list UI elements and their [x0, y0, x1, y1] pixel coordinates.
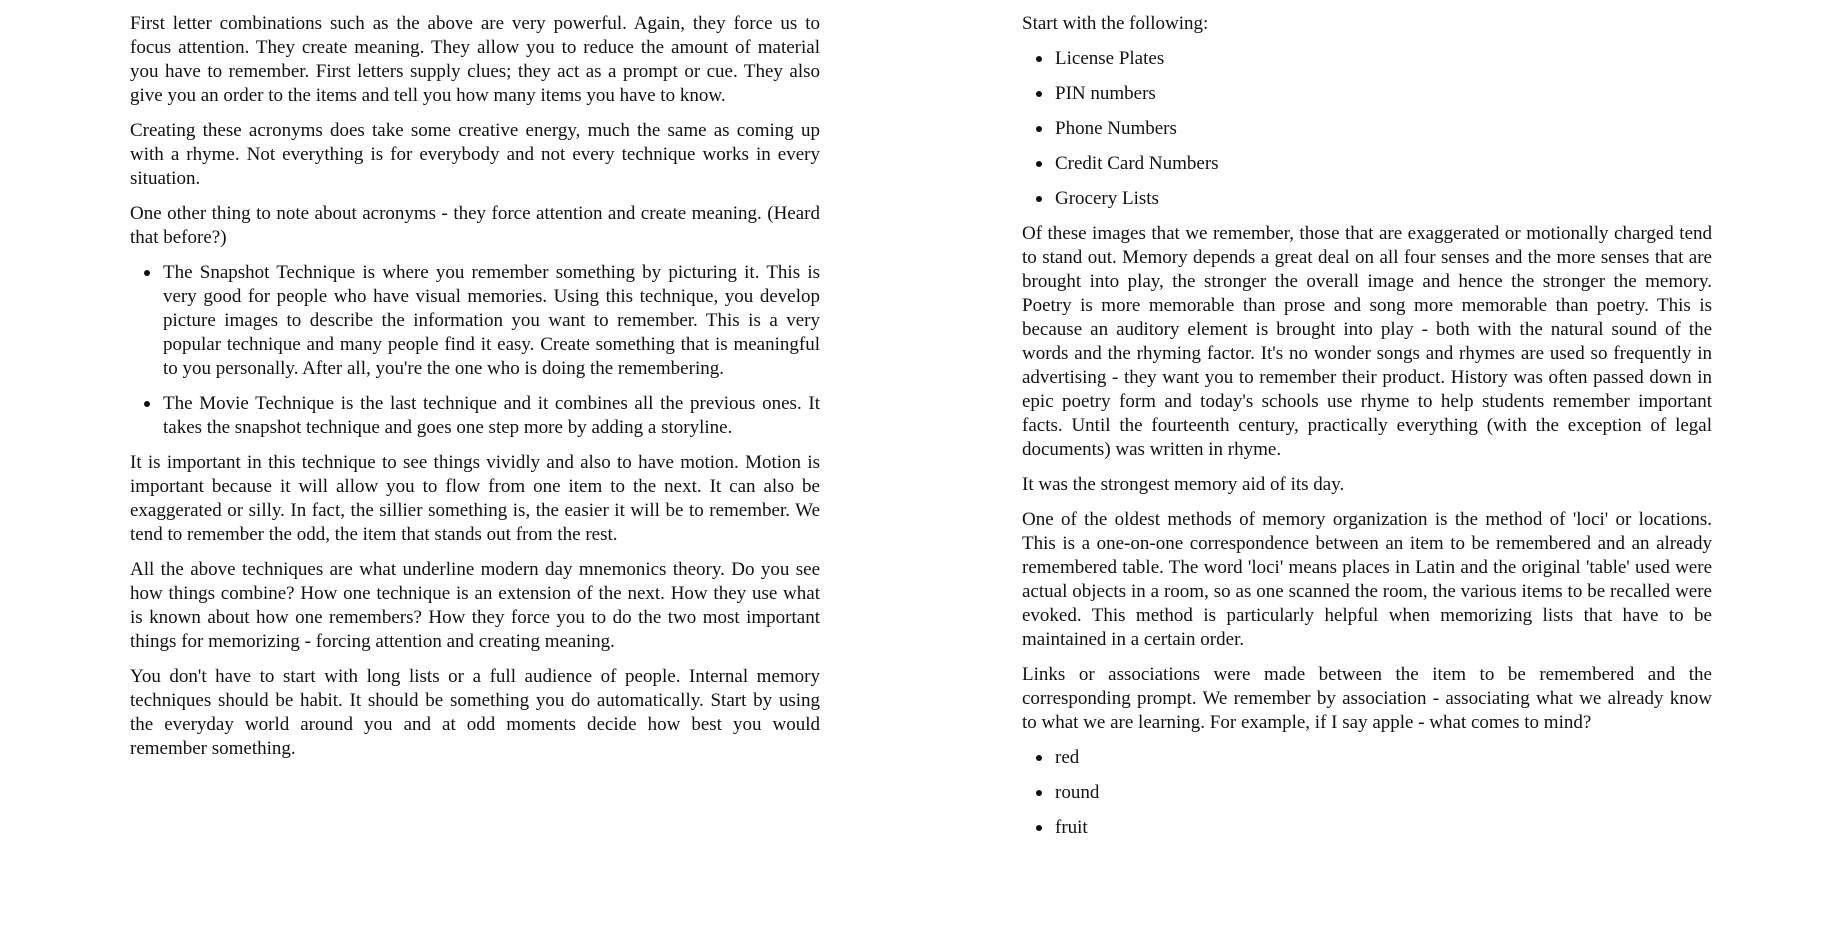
paragraph-all-above-techniques: All the above techniques are what underline modern day mnemonics theory. Do you see how things combine? How one technique is an extension of the next. How they use what is known about how one remembers? How they force you to do the two most important things for memorizing - forcing attention and creating meaning. — [130, 559, 820, 652]
bullet-item-red — [1022, 746, 1712, 770]
bullet-text: Credit Card Numbers — [1055, 153, 1219, 174]
bullet-icon — [1036, 196, 1042, 202]
bullet-text: PIN numbers — [1055, 83, 1156, 104]
bullet-text: License Plates — [1055, 48, 1165, 69]
bullet-icon — [1036, 161, 1042, 167]
bullet-item-grocery-lists — [1022, 187, 1712, 211]
right-column — [1022, 12, 1712, 851]
paragraph-start-with-following: Start with the following: — [1022, 13, 1209, 34]
bullet-item-phone-numbers — [1022, 117, 1712, 141]
bullet-item-movie-technique — [130, 392, 820, 440]
bullet-icon — [1036, 126, 1042, 132]
paragraph-you-dont-have: You don't have to start with long lists or a full audience of people. Internal memory techniques should be habit. It should be something you do automatically. Start by using the everyday world around you and at odd moments decide how best you would remember something. — [130, 666, 820, 759]
bullet-icon — [1036, 91, 1042, 97]
bullet-text: red — [1055, 747, 1080, 768]
paragraph-first-letters: First letter combinations such as the above are very powerful. Again, they force us to focus attention. They create meaning. They allow you to reduce the amount of material you have to remember. First letters supply clues; they act as a prompt or cue. They also give you an order to the items and tell you how many items you have to know. — [130, 13, 820, 106]
bullet-item-pin-numbers — [1022, 82, 1712, 106]
bullet-icon — [1036, 755, 1042, 761]
bullet-item-credit-card-numbers — [1022, 152, 1712, 176]
paragraph-strongest-memory-aid: It was the strongest memory aid of its day. — [1022, 474, 1345, 495]
bullet-item-license-plates — [1022, 47, 1712, 71]
paragraph-of-these-images: Of these images that we remember, those that are exaggerated or motionally charged tend to stand out. Memory depends a great deal on all four senses and the more senses that are brought into play, the stronger the overall image and hence the stronger the memory. Poetry is more memorable than prose and song more memorable than poetry. This is because an auditory element is brought into play - both with the natural sound of the words and the rhyming factor. It's no wonder songs and rhymes are used so frequently in advertising - they want you to remember their product. History was often passed down in epic poetry form and today's schools use rhyme to help students remember important facts. Until the fourteenth century, practically everything (with the exception of legal documents) was written in rhyme. — [1022, 223, 1712, 460]
bullet-icon — [144, 270, 150, 276]
bullet-icon — [1036, 790, 1042, 796]
bullet-item-round — [1022, 781, 1712, 805]
bullet-text: Phone Numbers — [1055, 118, 1177, 139]
paragraph-it-is-important: It is important in this technique to see things vividly and also to have motion. Motion is important because it will allow you to flow from one item to the next. It can also be exaggerated or silly. In fact, the sillier something is, the easier it will be to remember. We tend to remember the odd, the item that stands out from the rest. — [130, 452, 820, 545]
bullet-icon — [1036, 56, 1042, 62]
bullet-item-fruit — [1022, 816, 1712, 840]
bullet-icon — [1036, 825, 1042, 831]
bullet-icon — [144, 401, 150, 407]
bullet-item-snapshot-technique — [130, 261, 820, 381]
paragraph-links-associations: Links or associations were made between the item to be remembered and the corresponding prompt. We remember by association - associating what we already know to what we are learning. For example, if I say apple - what comes to mind? — [1022, 664, 1712, 733]
bullet-text: The Snapshot Technique is where you remember something by picturing it. This is very good for people who have visual memories. Using this technique, you develop picture images to describe the information you want to remember. This is a very popular technique and many people find it easy. Create something that is meaningful to you personally. After all, you're the one who is doing the remembering. — [163, 262, 820, 379]
bullet-text: round — [1055, 782, 1100, 803]
paragraph-creating-acronyms: Creating these acronyms does take some creative energy, much the same as coming up with a rhyme. Not everything is for everybody and not every technique works in every situation. — [130, 120, 820, 189]
bullet-text: Grocery Lists — [1055, 188, 1159, 209]
bullet-text: The Movie Technique is the last technique and it combines all the previous ones. It takes the snapshot technique and goes one step more by adding a storyline. — [163, 393, 820, 438]
paragraph-one-other-thing: One other thing to note about acronyms - they force attention and create meaning. (Heard that before?) — [130, 203, 820, 248]
paragraph-method-of-loci: One of the oldest methods of memory organization is the method of 'loci' or locations. This is a one-on-one correspondence between an item to be remembered and an already remembered table. The word 'loci' means places in Latin and the original 'table' used were actual objects in a room, so as one scanned the room, the various items to be recalled were evoked. This method is particularly helpful when memorizing lists that have to be maintained in a certain order. — [1022, 509, 1712, 650]
bullet-text: fruit — [1055, 817, 1088, 838]
left-column — [130, 12, 820, 772]
